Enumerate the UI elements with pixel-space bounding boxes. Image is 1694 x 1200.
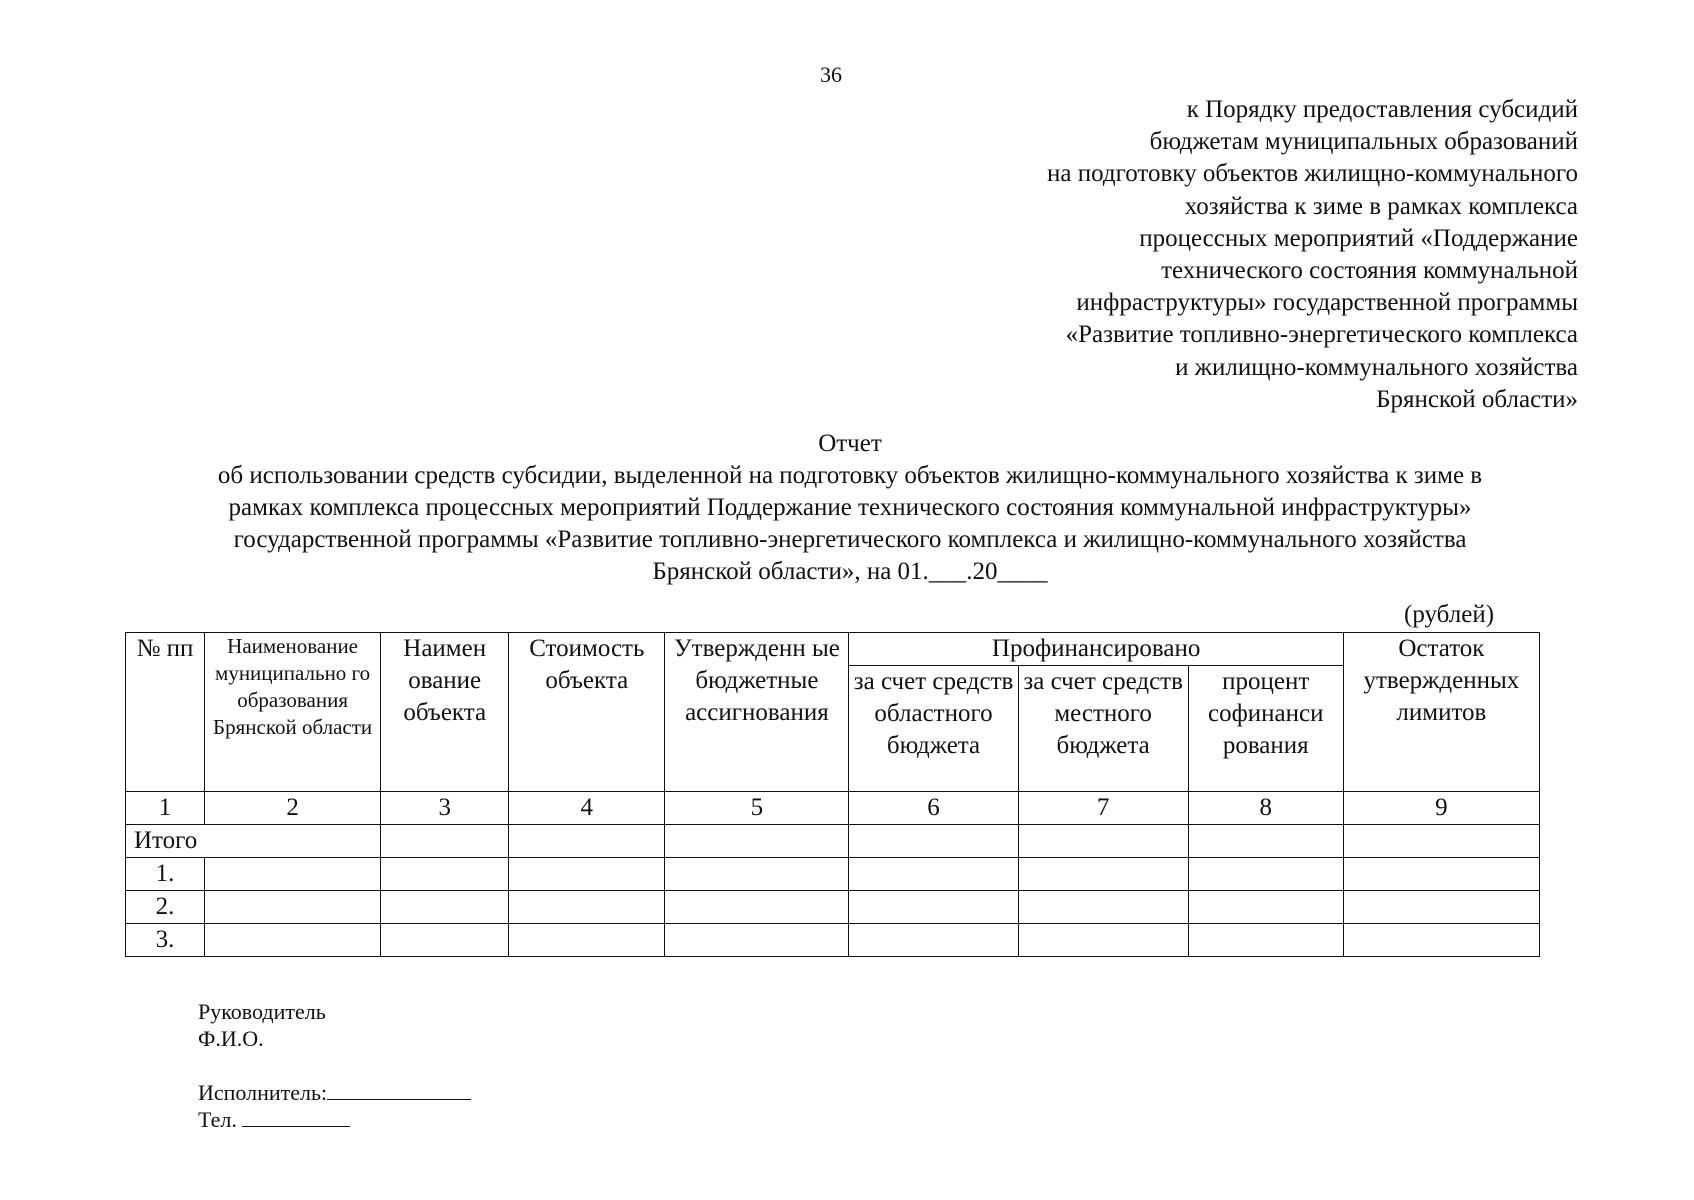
table-cell	[1018, 825, 1188, 858]
table-cell	[665, 858, 849, 891]
total-label: Итого	[126, 825, 381, 858]
header-row-1	[126, 633, 1540, 666]
table-cell	[1343, 924, 1539, 957]
fio-label: Ф.И.О.	[198, 1026, 264, 1051]
report-subtitle-line: об использовании средств субсидии, выделенной на подготовку объектов жилищно-коммунального хозяйства к зиме в	[217, 462, 1483, 489]
appendix-line: на подготовку объектов жилищно-коммунального	[1046, 160, 1578, 188]
row-number: 1.	[126, 858, 205, 891]
table-cell	[381, 858, 509, 891]
appendix-line: «Развитие топливно-энергетического комплекса	[1065, 321, 1578, 349]
table-cell	[381, 825, 509, 858]
table-cell	[1018, 891, 1188, 924]
report-table	[125, 632, 1540, 957]
executor-label: Исполнитель:	[198, 1080, 328, 1105]
report-subtitle-line: Брянской области», на 01.___.20____	[652, 558, 1048, 585]
table-cell	[665, 825, 849, 858]
table-cell	[509, 825, 665, 858]
table-cell	[381, 891, 509, 924]
header-approved-allocations: Утвержденн ые бюджетные ассигнования	[665, 633, 849, 792]
table-cell	[849, 858, 1018, 891]
report-subtitle-line: государственной программы «Развитие топливно-энергетического комплекса и жилищно-коммунального хозяйства	[233, 526, 1467, 553]
column-number-row	[126, 792, 1540, 825]
table-cell	[1018, 924, 1188, 957]
appendix-line: и жилищно-коммунального хозяйства	[1175, 353, 1578, 381]
table-cell	[1188, 891, 1343, 924]
header-regional-budget: за счет средств областного бюджета	[849, 666, 1018, 792]
table-cell	[509, 924, 665, 957]
column-number: 2	[205, 792, 381, 825]
table-cell	[205, 891, 381, 924]
column-number: 8	[1188, 792, 1343, 825]
column-number: 9	[1343, 792, 1539, 825]
header-object-name: Наимен ование объекта	[381, 633, 509, 792]
table-cell	[849, 891, 1018, 924]
appendix-line: хозяйства к зиме в рамках комплекса	[1184, 192, 1578, 220]
table-cell	[1188, 858, 1343, 891]
table-cell	[381, 924, 509, 957]
column-number: 3	[381, 792, 509, 825]
table-cell	[1188, 924, 1343, 957]
table-cell	[509, 891, 665, 924]
table-cell	[849, 825, 1018, 858]
report-heading	[130, 428, 1570, 588]
table-cell	[205, 924, 381, 957]
page-number: 36	[820, 62, 842, 87]
appendix-line: к Порядку предоставления субсидий	[1186, 96, 1578, 123]
column-number: 4	[509, 792, 665, 825]
header-local-budget: за счет средств местного бюджета	[1018, 666, 1188, 792]
total-row	[126, 825, 1540, 858]
table-cell	[849, 924, 1018, 957]
report-subtitle-line: рамках комплекса процессных мероприятий Поддержание технического состояния коммунальной инфраструктуры»	[228, 494, 1472, 521]
table-row	[126, 891, 1540, 924]
table-cell	[1188, 825, 1343, 858]
appendix-line: инфраструктуры» государственной программы	[1076, 289, 1578, 317]
currency-unit: (рублей)	[1404, 601, 1495, 628]
table-cell	[205, 858, 381, 891]
row-number: 2.	[126, 891, 205, 924]
column-number: 6	[849, 792, 1018, 825]
head-label: Руководитель	[198, 999, 326, 1024]
appendix-line: процессных мероприятий «Поддержание	[1139, 224, 1578, 252]
report-title: Отчет	[818, 430, 882, 457]
phone-label: Тел.	[198, 1107, 237, 1132]
appendix-line: бюджетам муниципальных образований	[1149, 128, 1578, 156]
table-cell	[665, 924, 849, 957]
column-number: 5	[665, 792, 849, 825]
table-row	[126, 924, 1540, 957]
header-financed-group: Профинансировано	[849, 633, 1343, 666]
column-number: 1	[126, 792, 205, 825]
table-row	[126, 858, 1540, 891]
row-number: 3.	[126, 924, 205, 957]
appendix-line: Брянской области»	[1376, 385, 1578, 413]
table-cell	[1343, 858, 1539, 891]
header-municipality: Наименование муниципально го образования Брянской области	[205, 633, 381, 792]
table-cell	[1018, 858, 1188, 891]
executor-blank	[327, 1079, 471, 1100]
executor-line	[198, 1079, 471, 1106]
appendix-line: технического состояния коммунальной	[1161, 257, 1578, 285]
header-no: № пп	[126, 633, 205, 792]
appendix-reference	[1047, 94, 1578, 416]
table-cell	[1343, 825, 1539, 858]
table-cell	[665, 891, 849, 924]
column-number: 7	[1018, 792, 1188, 825]
phone-line	[198, 1106, 471, 1133]
table-cell	[1343, 891, 1539, 924]
table-cell	[509, 858, 665, 891]
header-object-cost: Стоимость объекта	[509, 633, 665, 792]
header-remaining-limits: Остаток утвержденных лимитов	[1343, 633, 1539, 792]
signature-block	[198, 998, 471, 1133]
header-cofinancing-percent: процент софинанси рования	[1188, 666, 1343, 792]
phone-blank	[242, 1106, 350, 1127]
